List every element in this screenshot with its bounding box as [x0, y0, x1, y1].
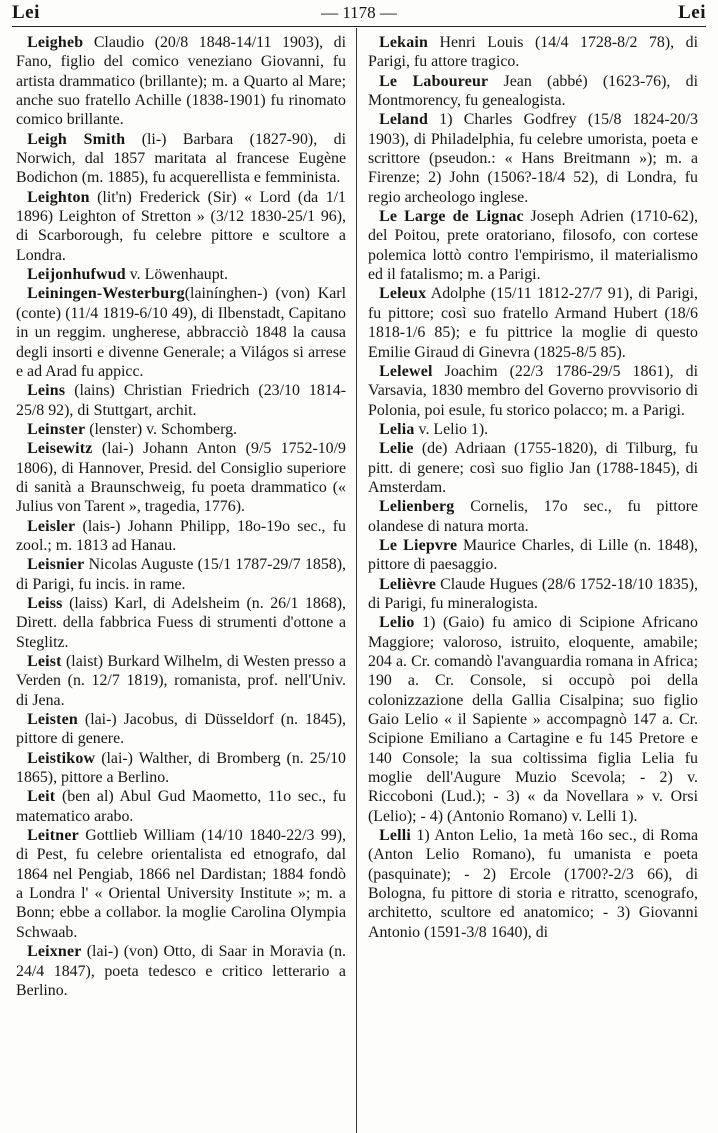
right-column — [368, 33, 698, 942]
dictionary-entry — [16, 787, 346, 826]
dictionary-entry — [368, 497, 698, 536]
page-header — [12, 0, 706, 27]
entry-headword: Lelienberg — [379, 498, 455, 516]
entry-headword: Le Liepvre — [379, 536, 458, 554]
entry-text: 1) (Gaio) fu amico di Scipione Africano Maggiore; valoroso, istruito, eloquente, amabile; 204 a. Cr. comandò l'avanguardia romana in Africa; 190 a. Cr. Console, si occupò poi della colonizzazione della Gallia Cisalpina; suo figlio Gaio Lelio « il Sapiente » accompagnò 147 a. Cr. Scipione Emiliano a Cartagine e fu 145 Pretore e 140 Console; la sua coltissima figlia Lelia fu moglie dell'Augure Muzio Scevola; - 2) v. Riccoboni (Lud.); - 3) « da Novellara » v. Orsi (Lelio); - 4) (Antonio Romano) v. Lelli 1). — [368, 614, 698, 825]
page-number: — 1178 — — [321, 3, 397, 22]
entry-headword: Leland — [379, 111, 429, 129]
dictionary-entry — [16, 517, 346, 556]
entry-headword: Leist — [27, 653, 62, 670]
entry-text: Cornelis, 17o sec., fu pittore olandese di natura morta. — [368, 498, 698, 535]
dictionary-entry — [368, 284, 698, 361]
entry-headword: Leighton — [27, 188, 90, 206]
header-left-word: Lei — [12, 2, 40, 23]
entry-text: Jean (abbé) (1623-76), di Montmorency, fu genealogista. — [368, 72, 698, 110]
entry-headword: Leisnier — [27, 556, 85, 574]
entry-text: 1) Charles Godfrey (15/8 1824-20/3 1903), di Philadelphia, fu celebre umorista, poeta e scrittore (pseudon.: « Hans Breitmann »); m. a Firenze; 2) John (1506?-18/4 52), di Londra, fu regio archeologo inglese. — [368, 111, 698, 206]
dictionary-entry — [16, 826, 346, 942]
dictionary-entry — [16, 33, 346, 130]
entry-headword: Leit — [27, 788, 56, 806]
entry-text: (laist) Burkard Wilhelm, di Westen presso a Verden (n. 12/7 1819), romanista, prof. nell'Univ. di Jena. — [16, 653, 346, 709]
entry-headword: Leigh Smith — [27, 130, 126, 148]
entry-headword: Lelie — [379, 440, 414, 458]
entry-headword: Le Large de Lignac — [379, 208, 524, 226]
entry-headword: Leinster — [27, 420, 86, 438]
dictionary-entry — [16, 942, 346, 1000]
entry-headword: Leitner — [27, 827, 79, 845]
dictionary-entry — [16, 439, 346, 516]
dictionary-entry — [368, 72, 698, 111]
dictionary-entry — [16, 284, 346, 381]
entry-headword: Leigheb — [27, 34, 84, 51]
dictionary-entry — [16, 265, 346, 284]
entry-text: 1) Anton Lelio, 1a metà 16o sec., di Roma (Anton Lelio Romano), fu umanista e poeta (pasquinate); - 2) Ercole (1700?-2/3 66), di Bologna, fu pittore di storia e ritratto, scenografo, architetto, scultore ed anatomico; - 3) Giovanni Antonio (1591-3/8 1640), di — [368, 827, 698, 941]
entry-headword: Leisewitz — [27, 440, 93, 458]
dictionary-entry — [368, 33, 698, 72]
dictionary-entry — [368, 439, 698, 497]
dictionary-entry — [368, 207, 698, 284]
entry-headword: Leistikow — [27, 749, 96, 767]
entry-text: Joseph Adrien (1710-62), del Poitou, prete oratoriano, filosofo, con cortese polemica lottò contro l'empirismo, il materialismo ed il fatalismo; m. a Parigi. — [368, 208, 698, 284]
dictionary-entry — [16, 749, 346, 788]
dictionary-entry — [368, 536, 698, 575]
entry-text: Gottlieb William (14/10 1840-22/3 99), di Pest, fu celebre orientalista ed etnografo, dal 1864 nel Pengiab, 1866 nel Dardistan; 1884 fondò a Londra l' « Oriental University Institute »; m. a Bonn; ebbe a collabor. la moglie Carolina Olympia Schwaab. — [16, 827, 346, 941]
entry-headword: Lelia — [379, 420, 415, 438]
entry-headword: Lelièvre — [379, 575, 437, 593]
entry-headword: Leixner — [27, 943, 82, 961]
entry-text: (lai-) (von) Otto, di Saar in Moravia (n. 24/4 1847), poeta tedesco e critico letterario a Berlino. — [16, 943, 346, 999]
dictionary-entry — [368, 826, 698, 942]
entry-headword: Leisten — [27, 711, 78, 729]
dictionary-entry — [16, 130, 346, 188]
dictionary-entry — [16, 381, 346, 420]
header-right-word: Lei — [678, 2, 706, 23]
dictionary-entry — [16, 710, 346, 749]
entry-text: Nicolas Auguste (15/1 1787-29/7 1858), di Parigi, fu incis. in rame. — [16, 556, 346, 593]
dictionary-entry — [16, 652, 346, 710]
entry-text: (lai-) Jacobus, di Düsseldorf (n. 1845), pittore di genere. — [16, 711, 346, 748]
entry-text: (lai-) Walther, di Bromberg (n. 25/10 1865), pittore a Berlino. — [16, 749, 346, 787]
entry-text: v. Löwenhaupt. — [125, 266, 229, 284]
entry-headword: Leisler — [27, 517, 76, 535]
entry-headword: Le Laboureur — [379, 72, 489, 90]
entry-text: (lainínghen-) (von) Karl (conte) (11/4 1819-6/10 49), di Ilbenstadt, Capitano in un reggim. ungherese, abbracciò 1848 la causa degli insorti e divenne Generale; a Világos si arrese e ad Arad fu appicc. — [16, 285, 346, 380]
entry-text: Adolphe (15/11 1812-27/7 91), di Parigi, fu pittore; così suo fratello Armand Hubert (18/6 1818-1/6 85); e fu pittrice la moglie di questo Emilie Giraud di Ginevra (1825-8/5 85). — [368, 285, 698, 361]
dictionary-entry — [368, 110, 698, 207]
entry-headword: Lelewel — [379, 362, 433, 380]
entry-text: v. Lelio 1). — [414, 420, 489, 438]
dictionary-entry — [16, 555, 346, 594]
left-column — [16, 33, 346, 1000]
column-divider — [356, 28, 357, 1133]
entry-text: (ben al) Abul Gud Maometto, 11o sec., fu matematico arabo. — [16, 788, 346, 825]
entry-text: (li-) Barbara (1827-90), di Norwich, dal 1857 maritata al francese Eugène Bodichon (m. 1885), fu acquerellista e femminista. — [16, 130, 346, 187]
entry-headword: Leiningen-Westerburg — [27, 285, 185, 303]
entry-headword: Leijonhufwud — [27, 266, 126, 284]
entry-headword: Lelio — [379, 614, 415, 632]
entry-text: Henri Louis (14/4 1728-8/2 78), di Parigi, fu attore tragico. — [368, 34, 698, 71]
entry-text: Claude Hugues (28/6 1752-18/10 1835), di Parigi, fu mineralogista. — [368, 575, 698, 612]
entry-headword: Leins — [27, 382, 66, 400]
entry-text: Claudio (20/8 1848-14/11 1903), di Fano, figlio del comico veneziano Giovanni, fu artista drammatico (brillante); m. a Quarto al Mare; anche suo fratello Achille (1838-1901) fu rinomato comico brillante. — [16, 34, 346, 129]
entry-text: (de) Adriaan (1755-1820), di Tilburg, fu pitt. di genere; così suo figlio Jan (1788-1845), di Amsterdam. — [368, 440, 698, 496]
entry-headword: Lelli — [379, 827, 412, 845]
entry-text: Maurice Charles, di Lille (n. 1848), pittore di paesaggio. — [368, 536, 698, 574]
dictionary-entry — [368, 420, 698, 439]
dictionary-entry — [368, 362, 698, 420]
entry-text: Joachim (22/3 1786-29/5 1861), di Varsavia, 1830 membro del Governo provvisorio di Polonia, poi esule, fu storico polacco; m. a Parigi. — [368, 362, 698, 419]
dictionary-entry — [16, 594, 346, 652]
entry-text: (laiss) Karl, di Adelsheim (n. 26/1 1868), Dirett. della fabbrica Fuess di strumenti d'ottone a Steglitz. — [16, 594, 346, 651]
entry-text: (lenster) v. Schomberg. — [85, 420, 238, 438]
entry-text: (lains) Christian Friedrich (23/10 1814-25/8 92), di Stuttgart, archit. — [16, 382, 346, 419]
dictionary-entry — [368, 575, 698, 614]
dictionary-entry — [16, 420, 346, 439]
entry-headword: Lekain — [379, 34, 429, 51]
entry-text: (lai-) Johann Anton (9/5 1752-10/9 1806), di Hannover, Presid. del Consiglio superiore di sanità a Braunschweig, fu poeta drammatico (« Julius von Tarent », tragedia, 1776). — [16, 440, 346, 516]
entry-headword: Leiss — [27, 594, 63, 612]
entry-text: (lit'n) Frederick (Sir) « Lord (da 1/1 1896) Leighton of Stretton » (3/12 1830-25/1 96), di Scarborough, fu celebre pittore e scultore a Londra. — [16, 188, 346, 264]
entry-text: (lais-) Johann Philipp, 18o-19o sec., fu zool.; m. 1813 ad Hanau. — [16, 517, 346, 554]
entry-headword: Leleux — [379, 285, 427, 303]
dictionary-entry — [16, 188, 346, 265]
dictionary-entry — [368, 613, 698, 826]
